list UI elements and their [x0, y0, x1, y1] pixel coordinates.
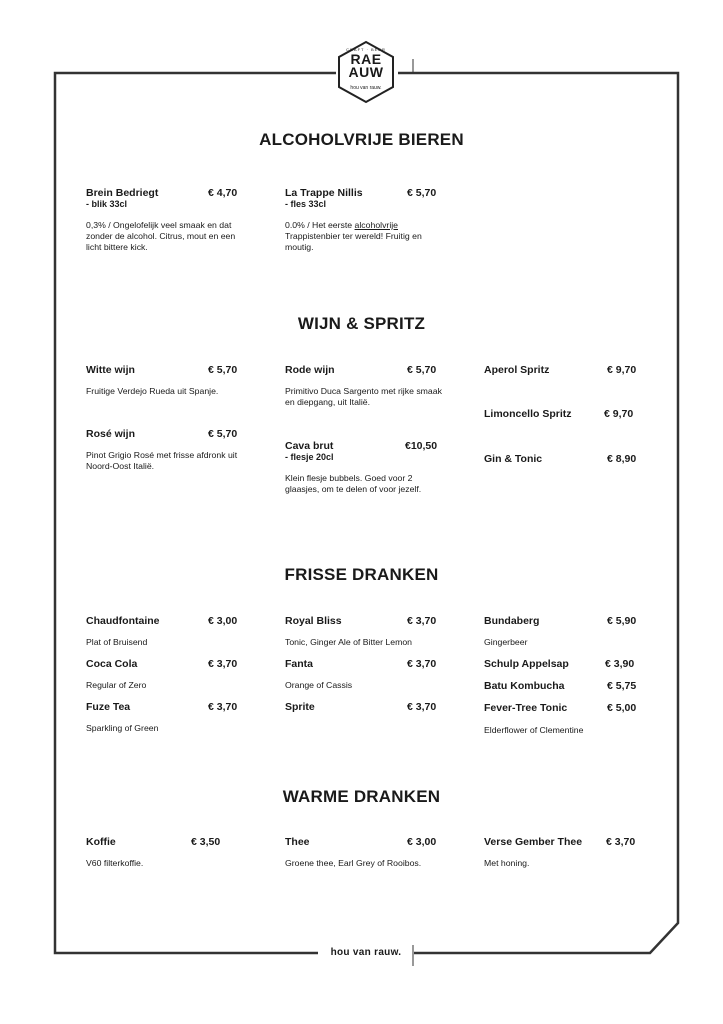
item-price: €10,50	[405, 440, 438, 452]
item-name: Brein Bedriegt	[86, 187, 159, 199]
logo-wordmark	[334, 53, 398, 79]
item-price: € 3,70	[606, 836, 636, 848]
item-price: € 5,70	[208, 428, 238, 440]
item-price: € 3,70	[208, 701, 238, 713]
item-name: Verse Gember Thee	[484, 836, 583, 848]
item-size: - flesje 20cl	[285, 452, 334, 462]
item-description: Regular of Zero	[86, 680, 147, 690]
section-title-fris: FRISSE DRANKEN	[284, 565, 439, 584]
item-price: € 5,00	[607, 702, 637, 714]
item-price: € 5,70	[407, 364, 437, 376]
item-description: Plat of Bruisend	[86, 637, 148, 647]
item-name: Sprite	[285, 701, 315, 713]
item-description: Met honing.	[484, 858, 530, 868]
item-name: Fuze Tea	[86, 701, 131, 713]
item-price: € 3,70	[407, 615, 437, 627]
item-name: Rosé wijn	[86, 428, 136, 440]
item-name: La Trappe Nillis	[285, 187, 363, 199]
item-description: Groene thee, Earl Grey of Rooibos.	[285, 858, 422, 868]
item-name: Witte wijn	[86, 364, 135, 376]
item-price: € 5,70	[407, 187, 437, 199]
section-title-warm: WARME DRANKEN	[282, 787, 441, 806]
item-price: € 3,70	[407, 701, 437, 713]
section-title-wijn: WIJN & SPRITZ	[297, 314, 426, 333]
item-name: Chaudfontaine	[86, 615, 160, 627]
item-name: Cava brut	[285, 440, 334, 452]
item-name: Fever-Tree Tonic	[484, 702, 568, 714]
item-description: Orange of Cassis	[285, 680, 353, 690]
logo-top-text: CRAFT · BEER	[346, 47, 386, 52]
item-price: € 3,00	[407, 836, 437, 848]
item-price: € 3,00	[208, 615, 238, 627]
item-price: € 5,90	[607, 615, 637, 627]
footer-tagline: hou van rauw.	[330, 947, 402, 958]
item-description: Pinot Grigio Rosé met frisse afdronk uit Noord-Oost Italië.	[86, 450, 238, 471]
item-price: € 4,70	[208, 187, 238, 199]
logo-tagline: hou van rauw.	[350, 85, 382, 91]
item-description: Elderflower of Clementine	[484, 725, 584, 735]
item-price: € 9,70	[607, 364, 637, 376]
item-description: 0,3% / Ongelofelijk veel smaak en dat zonder de alcohol. Citrus, mout en een licht bittere kick.	[86, 220, 236, 252]
item-description: Klein flesje bubbels. Goed voor 2 glaasjes, om te delen of voor jezelf.	[285, 473, 422, 494]
item-name: Limoncello Spritz	[484, 408, 572, 420]
item-price: € 3,70	[407, 658, 437, 670]
section-title-alcoholvrij: ALCOHOLVRIJE BIEREN	[259, 130, 464, 149]
item-description: Primitivo Duca Sargento met rijke smaak en diepgang, uit Italië.	[285, 386, 442, 407]
item-price: € 8,90	[607, 453, 637, 465]
item-price: € 5,70	[208, 364, 238, 376]
item-name: Aperol Spritz	[484, 364, 550, 376]
item-description: Fruitige Verdejo Rueda uit Spanje.	[86, 386, 219, 396]
item-price: € 5,75	[607, 680, 637, 692]
item-size: - fles 33cl	[285, 199, 327, 209]
item-name: Rode wijn	[285, 364, 335, 376]
item-name: Batu Kombucha	[484, 680, 565, 692]
item-price: € 3,50	[191, 836, 221, 848]
item-name: Thee	[285, 836, 310, 848]
item-size: - blik 33cl	[86, 199, 128, 209]
item-description: V60 filterkoffie.	[86, 858, 144, 868]
logo-line-2: AUW	[348, 64, 384, 80]
item-name: Royal Bliss	[285, 615, 342, 627]
logo-line-1: RAE	[350, 51, 382, 67]
item-description: 0.0% / Het eerste alcoholvrije Trappistenbier ter wereld! Fruitig en moutig.	[285, 220, 422, 252]
item-description: Gingerbeer	[484, 637, 528, 647]
item-name: Bundaberg	[484, 615, 540, 627]
item-price: € 3,70	[208, 658, 238, 670]
item-description: Sparkling of Green	[86, 723, 159, 733]
item-name: Coca Cola	[86, 658, 138, 670]
item-name: Gin & Tonic	[484, 453, 543, 465]
item-name: Schulp Appelsap	[484, 658, 569, 670]
item-name: Koffie	[86, 836, 116, 848]
item-price: € 9,70	[604, 408, 634, 420]
item-name: Fanta	[285, 658, 314, 670]
item-price: € 3,90	[605, 658, 635, 670]
item-description: Tonic, Ginger Ale of Bitter Lemon	[285, 637, 412, 647]
